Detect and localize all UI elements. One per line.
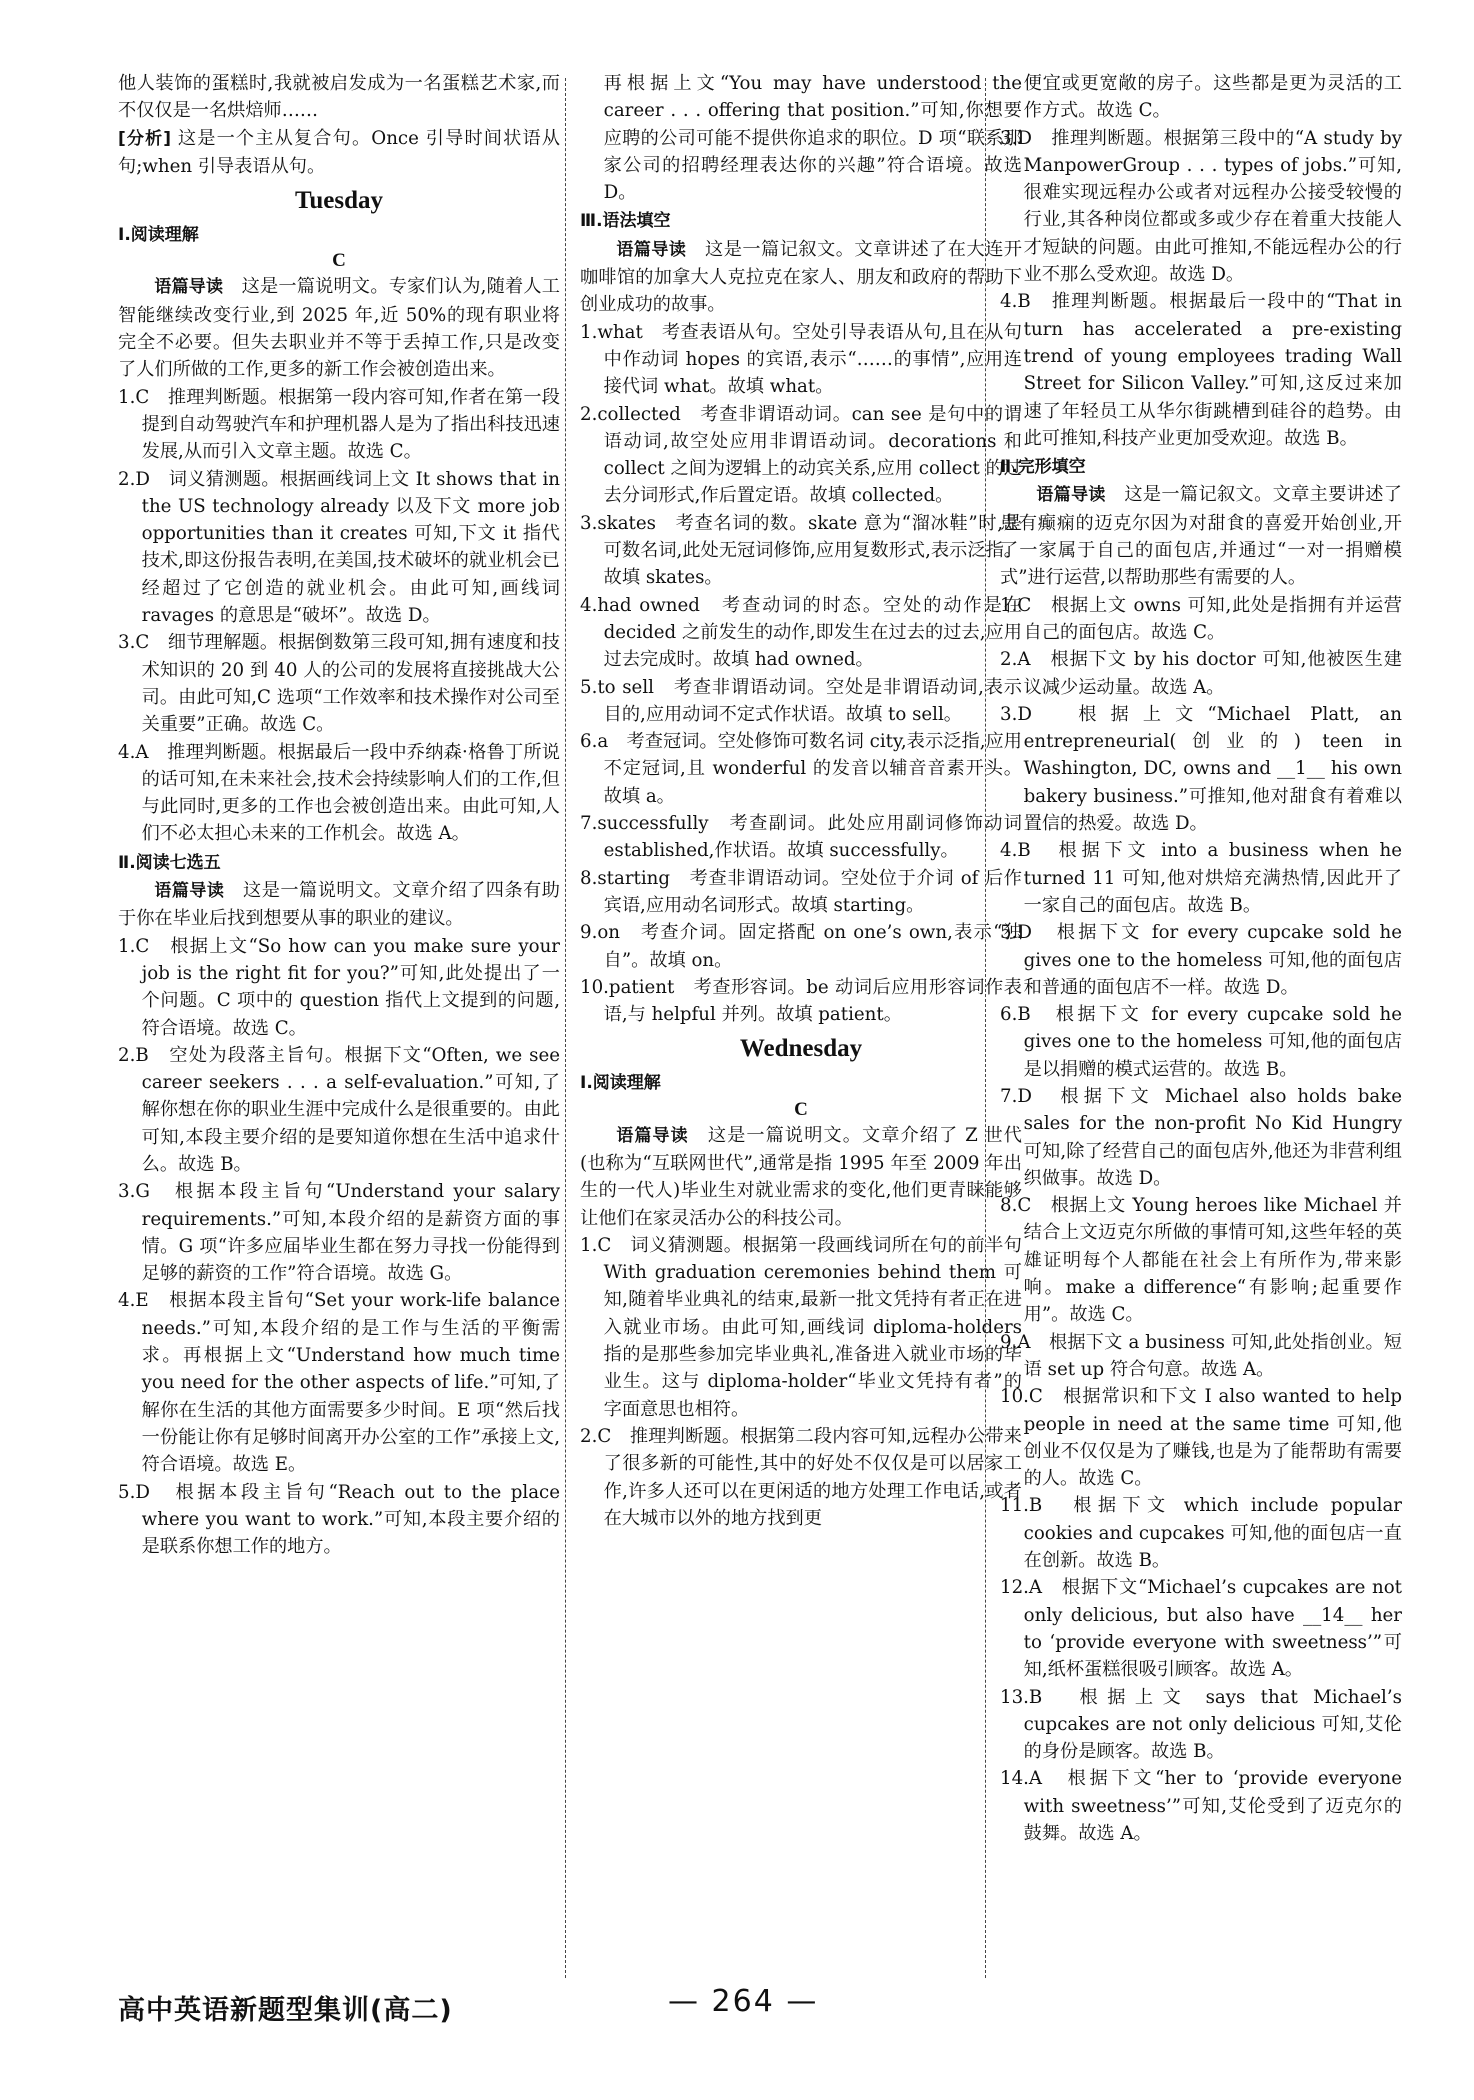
passage-guide-label: 语篇导读	[1036, 485, 1106, 506]
answer-item: 1.what 考查表语从句。空处引导表语从句,且在从句中作动词 hopes 的宾语,表示“……的事情”,应用连接代词 what。故填 what。	[580, 321, 1022, 398]
continued-answer: 便宜或更宽敞的房子。这些都是更为灵活的工作方式。故选 C。	[1023, 73, 1402, 122]
answer-item: 7.D 根据下文 Michael also holds bake sales for the non-profit No Kid Hungry 可知,除了经营自己的面包店外,他还为非营利组织做事。故选 D。	[1000, 1085, 1402, 1189]
answer-item: 3.D 根据上文“Michael Platt, an entrepreneurial(创业的) teen in Washington, DC, owns and __1__ his own bakery business.”可推知,他对甜食有着难以置信的热爱。故选 D。	[1000, 703, 1402, 835]
passage-guide-label: 语篇导读	[616, 239, 687, 260]
day-heading-wednesday: Wednesday	[739, 1035, 863, 1063]
answer-item: 1.C 推理判断题。根据第一段内容可知,作者在第一段提到自动驾驶汽车和护理机器人是为了指出科技迅速发展,从而引入文章主题。故选 C。	[118, 386, 560, 463]
answer-item: 4.B 推理判断题。根据最后一段中的“That in turn has accelerated a pre-existing trend of young employees trading Wall Street for Silicon Valley.”可知,这反过来加速了年轻员工从华尔街跳槽到硅谷的趋势。由此可推知,科技产业更加受欢迎。故选 B。	[1000, 291, 1402, 449]
column-left	[118, 70, 560, 1975]
answer-item: 4.E 根据本段主旨句“Set your work-life balance needs.”可知,本段介绍的是工作与生活的平衡需求。再根据上文“Understand how much time you need for the other aspects of life.”可知,了解你在生活的其他方面需要多少时间。E 项“然后找一份能让你有足够时间离开办公室的工作”承接上文,符合语境。故选 E。	[118, 1290, 560, 1476]
section-heading-reading: Ⅰ.阅读理解	[580, 1073, 661, 1094]
section-heading-cloze: Ⅱ.完形填空	[1000, 457, 1086, 478]
answer-item: 9.on 考查介词。固定搭配 on one’s own,表示“独自”。故填 on。	[580, 922, 1022, 971]
answer-item: 10.C 根据常识和下文 I also wanted to help people in need at the same time 可知,他创业不仅仅是为了赚钱,也是为了能帮助有需要的人。故选 C。	[1000, 1386, 1402, 1490]
answer-item: 6.B 根据下文 for every cupcake sold he gives one to the homeless 可知,他的面包店是以捐赠的模式运营的。故选 B。	[1000, 1004, 1402, 1080]
answer-item: 2.B 空处为段落主旨句。根据下文“Often, we see career seekers . . . a self-evaluation.”可知,了解你想在你的职业生涯中完成什么是很重要的。由此可知,本段主要介绍的是要知道你想在生活中追求什么。故选 B。	[118, 1044, 560, 1175]
passage-guide-label: 语篇导读	[154, 881, 225, 902]
continued-answer: 再根据上文“You may have understood the career . . . offering that position.”可知,你想要应聘的公司可能不提供你追求的职位。D 项“联系那家公司的招聘经理表达你的兴趣”符合语境。故选 D。	[603, 73, 1022, 204]
answer-item: 10.patient 考查形容词。be 动词后应用形容词作表语,与 helpful 并列。故填 patient。	[580, 976, 1022, 1026]
answer-item: 8.C 根据上文 Young heroes like Michael 并结合上文迈克尔所做的事情可知,这些年轻的英雄证明每个人都能在社会上有所作为,带来影响。make a difference“有影响;起重要作用”。故选 C。	[1000, 1195, 1402, 1326]
answer-item: 1.C 词义猜测题。根据第一段画线词所在句的前半句 With graduation ceremonies behind them 可知,随着毕业典礼的结束,最新一批文凭持有者正在进入就业市场。由此可知,画线词 diploma-holders 指的是那些参加完毕业典礼,准备进入就业市场的毕业生。这与 diploma-holder“毕业文凭持有者”的字面意思也相符。	[580, 1234, 1022, 1420]
passage-guide	[1000, 481, 1402, 591]
analysis-paragraph	[118, 125, 560, 181]
answer-item: 2.collected 考查非谓语动词。can see 是句中的谓语动词,故空处应用非谓语动词。decorations 和 collect 之间为逻辑上的动宾关系,应用 collect 的过去分词形式,作后置定语。故填 collected。	[580, 403, 1022, 507]
passage-label-c: C	[794, 1098, 808, 1120]
answer-item: 4.B 根据下文 into a business when he turned 11 可知,他对烘焙充满热情,因此开了一家自己的面包店。故选 B。	[1000, 840, 1402, 916]
passage-guide-text: 这是一篇记叙文。文章主要讲述了患有癫痫的迈克尔因为对甜食的喜爱开始创业,开了一家属于自己的面包店,并通过“一对一捐赠模式”进行运营,以帮助那些有需要的人。	[1000, 484, 1402, 589]
answer-item: 6.a 考查冠词。空处修饰可数名词 city,表示泛指,应用不定冠词,且 wonderful 的发音以辅音音素开头。故填 a。	[580, 731, 1022, 807]
passage-label-c: C	[332, 250, 346, 272]
answer-item: 3.D 推理判断题。根据第三段中的“A study by ManpowerGroup . . . types of jobs.”可知,很难实现远程办公或者对远程办公接受较慢的行业,其各种岗位都或多或少存在着重大技能人才短缺的问题。由此可推知,不能远程办公的行业不那么受欢迎。故选 D。	[1000, 127, 1402, 286]
continued-translation: 他人装饰的蛋糕时,我就被启发成为一名蛋糕艺术家,而不仅仅是一名烘焙师……	[118, 73, 560, 122]
answer-item: 4.A 推理判断题。根据最后一段中乔纳森·格鲁丁所说的话可知,在未来社会,技术会持续影响人们的工作,但与此同时,更多的工作也会被创造出来。由此可知,人们不必太担心未来的工作机会。故选 A。	[118, 741, 560, 845]
passage-guide-text: 这是一篇说明文。文章介绍了四条有助于你在毕业后找到想要从事的职业的建议。	[118, 880, 560, 930]
answer-item: 2.C 推理判断题。根据第二段内容可知,远程办公带来了很多新的可能性,其中的好处不仅仅是可以居家工作,许多人还可以在更闲适的地方处理工作电话,或者在大城市以外的地方找到更	[580, 1425, 1022, 1529]
passage-guide	[580, 236, 1022, 319]
analysis-text: 这是一个主从复合句。Once 引导时间状语从句;when 引导表语从句。	[118, 127, 560, 177]
section-heading-reading: Ⅰ.阅读理解	[118, 225, 199, 246]
column-divider	[985, 78, 986, 1978]
passage-guide-label: 语篇导读	[154, 277, 224, 298]
passage-guide-text: 这是一篇说明文。专家们认为,随着人工智能继续改变行业,到 2025 年,近 50%的现有职业将完全不必要。但失去职业并不等于丢掉工作,只是改变了人们所做的工作,更多的新工作会被创造出来。	[118, 276, 560, 381]
passage-guide-label: 语篇导读	[616, 1125, 689, 1146]
answer-item: 12.A 根据下文“Michael’s cupcakes are not only delicious, but also have __14__ her to ‘provide everyone with sweetness’”可知,纸杯蛋糕很吸引顾客。故选 A。	[1000, 1577, 1402, 1681]
answer-item: 1.C 根据上文 owns 可知,此处是指拥有并运营自己的面包店。故选 C。	[1000, 594, 1402, 643]
day-heading-tuesday: Tuesday	[294, 187, 383, 215]
answer-item: 2.A 根据下文 by his doctor 可知,他被医生建议减少运动量。故选 A。	[1000, 649, 1402, 698]
answer-item: 13.B 根据上文 says that Michael’s cupcakes are not only delicious 可知,艾伦的身份是顾客。故选 B。	[1000, 1686, 1402, 1763]
answer-item: 9.A 根据下文 a business 可知,此处指创业。短语 set up 符合句意。故选 A。	[1000, 1331, 1402, 1380]
section-heading-seven-choose-five: Ⅱ.阅读七选五	[118, 852, 221, 873]
column-divider	[565, 78, 566, 1978]
answer-item: 5.D 根据本段主旨句“Reach out to the place where you want to work.”可知,本段主要介绍的是联系你想工作的地方。	[118, 1481, 560, 1558]
passage-guide-text: 这是一篇记叙文。文章讲述了在大连开咖啡馆的加拿大人克拉克在家人、朋友和政府的帮助下创业成功的故事。	[580, 238, 1022, 316]
answer-item: 1.C 根据上文“So how can you make sure your job is the right fit for you?”可知,此处提出了一个问题。C 项中的 question 指代上文提到的问题,符合语境。故选 C。	[118, 935, 560, 1039]
answer-item: 3.C 细节理解题。根据倒数第三段可知,拥有速度和技术知识的 20 到 40 人的公司的发展将直接挑战大公司。由此可知,C 选项“工作效率和技术操作对公司至关重要”正确。故选 C。	[118, 632, 560, 736]
book-title: 高中英语新题型集训(高二)	[118, 1995, 453, 2026]
section-heading-grammar-fill: Ⅲ.语法填空	[580, 211, 671, 232]
answer-item: 3.G 根据本段主旨句“Understand your salary requirements.”可知,本段介绍的是薪资方面的事情。G 项“许多应届毕业生都在努力寻找一份能得到足够的薪资的工作”符合语境。故选 G。	[118, 1181, 560, 1285]
passage-guide	[580, 1122, 1022, 1232]
answer-item: 2.D 词义猜测题。根据画线词上文 It shows that in the US technology already 以及下文 more job opportunities than it creates 可知,下文 it 指代技术,即这份报告表明,在美国,技术破坏的就业机会已经超过了它创造的就业机会。由此可知,画线词 ravages 的意思是“破坏”。故选 D。	[118, 468, 560, 627]
answer-item: 5.D 根据下文 for every cupcake sold he gives one to the homeless 可知,他的面包店和普通的面包店不一样。故选 D。	[1000, 922, 1402, 998]
analysis-label: [分析]	[118, 128, 171, 149]
answer-item: 14.A 根据下文“her to ‘provide everyone with sweetness’”可知,艾伦受到了迈克尔的鼓舞。故选 A。	[1000, 1768, 1402, 1844]
passage-guide	[118, 273, 560, 383]
passage-guide	[118, 877, 560, 933]
answer-item: 3.skates 考查名词的数。skate 意为“溜冰鞋”时,是可数名词,此处无冠词修饰,应用复数形式,表示泛指。故填 skates。	[580, 512, 1022, 589]
passage-guide-text: 这是一篇说明文。文章介绍了 Z 世代(也称为“互联网世代”,通常是指 1995 年至 2009 年出生的一代人)毕业生对就业需求的变化,他们更青睐能够让他们在家灵活办公的科技公司。	[580, 1124, 1022, 1229]
answer-item: 11.B 根据下文 which include popular cookies and cupcakes 可知,他的面包店一直在创新。故选 B。	[1000, 1495, 1402, 1572]
column-middle	[580, 70, 1022, 1975]
answer-item: 5.to sell 考查非谓语动词。空处是非谓语动词,表示目的,应用动词不定式作状语。故填 to sell。	[580, 676, 1022, 725]
answer-item: 7.successfully 考查副词。此处应用副词修饰动词 established,作状语。故填 successfully。	[580, 813, 1022, 862]
page-number: — 264 —	[668, 1984, 819, 2019]
answer-item: 8.starting 考查非谓语动词。空处位于介词 of 后作宾语,应用动名词形式。故填 starting。	[580, 867, 1022, 916]
column-right	[1000, 70, 1402, 1975]
answer-item: 4.had owned 考查动词的时态。空处的动作是在 decided 之前发生的动作,即发生在过去的过去,应用过去完成时。故填 had owned。	[580, 594, 1022, 671]
